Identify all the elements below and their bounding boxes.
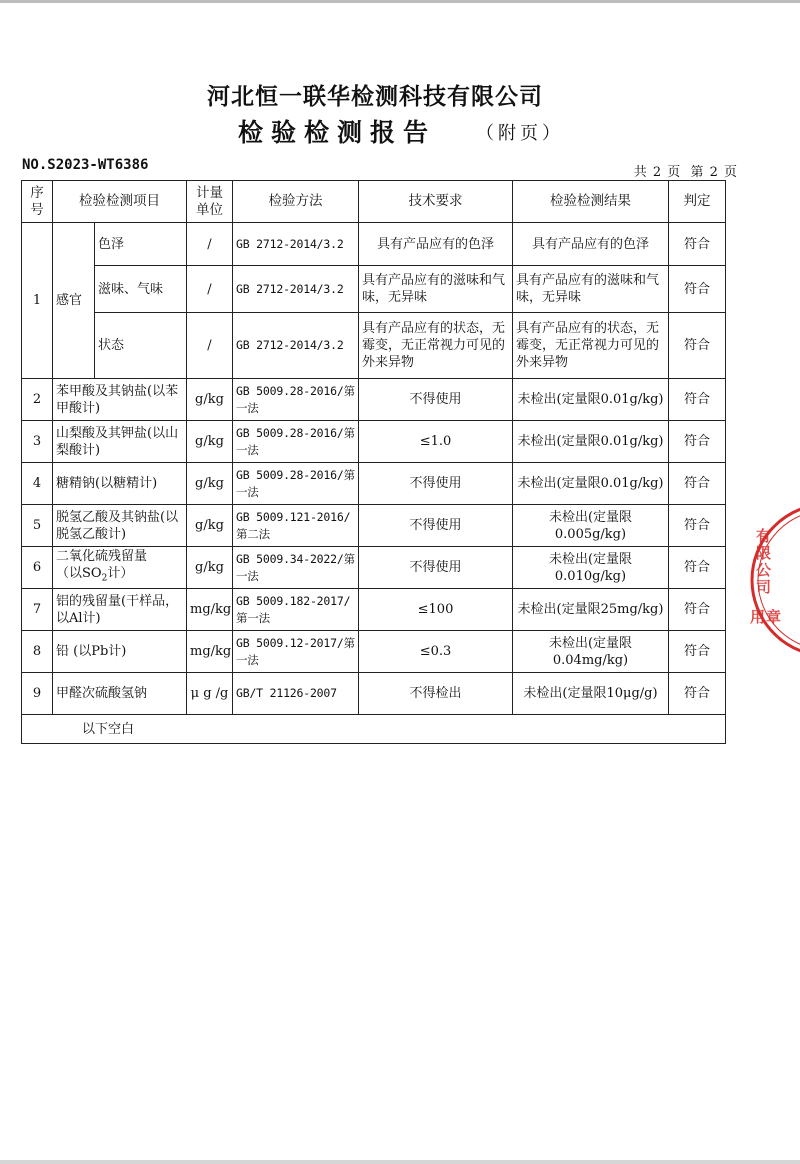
page-top-border [0,0,800,3]
row-seq: 5 [22,505,53,547]
header-verdict: 判定 [669,181,726,223]
row-item: 铅 (以Pb计) [53,631,187,673]
row-item: 脱氢乙酸及其钠盐(以脱氢乙酸计) [53,505,187,547]
row-requirement: 不得使用 [359,379,513,421]
row-method: GB 2712-2014/3.2 [233,266,359,313]
table-row [22,589,726,631]
table-row [22,631,726,673]
row-requirement: 具有产品应有的滋味和气味，无异味 [359,266,513,313]
row-unit: g/kg [187,547,233,589]
row-verdict: 符合 [669,589,726,631]
row-requirement: ≤100 [359,589,513,631]
row-item: 状态 [95,313,187,379]
row-verdict: 符合 [669,266,726,313]
row-method: GB 2712-2014/3.2 [233,223,359,266]
row-unit: / [187,266,233,313]
row-verdict: 符合 [669,547,726,589]
row-unit: mg/kg [187,631,233,673]
row-method: GB 5009.121-2016/第二法 [233,505,359,547]
row-verdict: 符合 [669,379,726,421]
sensory-group-label: 感官 [53,223,95,379]
header-item: 检验检测项目 [53,181,187,223]
table-row [22,673,726,715]
row-seq: 6 [22,547,53,589]
row-method: GB 5009.12-2017/第一法 [233,631,359,673]
table-row [22,223,726,266]
row-result: 具有产品应有的滋味和气味，无异味 [513,266,669,313]
row-verdict: 符合 [669,631,726,673]
row-unit: g/kg [187,379,233,421]
row-result: 未检出(定量限0.005g/kg) [513,505,669,547]
row-verdict: 符合 [669,505,726,547]
table-row [22,266,726,313]
row-item: 铝的残留量(干样品，以Al计) [53,589,187,631]
header-requirement: 技术要求 [359,181,513,223]
row-unit: mg/kg [187,589,233,631]
row-method: GB 5009.28-2016/第一法 [233,379,359,421]
row-verdict: 符合 [669,223,726,266]
row-unit: g/kg [187,463,233,505]
table-row [22,547,726,589]
row-verdict: 符合 [669,313,726,379]
row-seq: 1 [22,223,53,379]
report-title: 检验检测报告 [238,118,437,147]
row-method: GB 5009.34-2022/第一法 [233,547,359,589]
page-current: 第 2 页 [690,165,738,180]
table-row [22,505,726,547]
row-result: 未检出(定量限0.04mg/kg) [513,631,669,673]
row-item: 滋味、气味 [95,266,187,313]
row-method: GB/T 21126-2007 [233,673,359,715]
row-requirement: 具有产品应有的状态，无霉变，无正常视力可见的外来异物 [359,313,513,379]
row-verdict: 符合 [669,421,726,463]
table-row [22,463,726,505]
row-result: 未检出(定量限0.01g/kg) [513,463,669,505]
row-item-post: 计） [107,565,134,581]
row-requirement: 不得使用 [359,505,513,547]
row-result: 未检出(定量限0.01g/kg) [513,379,669,421]
blank-note-row [22,715,726,744]
blank-note: 以下空白 [22,715,726,744]
row-unit: / [187,313,233,379]
row-seq: 8 [22,631,53,673]
row-result: 未检出(定量限0.01g/kg) [513,421,669,463]
row-item: 甲醛次硫酸氢钠 [53,673,187,715]
row-item: 苯甲酸及其钠盐(以苯甲酸计) [53,379,187,421]
row-result: 未检出(定量限10μg/g) [513,673,669,715]
row-unit: g/kg [187,421,233,463]
row-seq: 9 [22,673,53,715]
row-item-main: 二氧化硫残留量 [56,548,148,564]
row-requirement: 不得使用 [359,463,513,505]
row-seq: 4 [22,463,53,505]
table-row [22,379,726,421]
row-item: 糖精钠(以糖精计) [53,463,187,505]
row-result: 未检出(定量限0.010g/kg) [513,547,669,589]
row-item-sub: 2 [101,573,108,584]
table-row [22,421,726,463]
seal-text-top: 有限公司 [756,527,772,596]
row-method: GB 5009.28-2016/第一法 [233,421,359,463]
row-seq: 2 [22,379,53,421]
row-requirement: 具有产品应有的色泽 [359,223,513,266]
row-requirement: 不得使用 [359,547,513,589]
row-method: GB 2712-2014/3.2 [233,313,359,379]
row-verdict: 符合 [669,463,726,505]
row-unit: g/kg [187,505,233,547]
row-result: 未检出(定量限25mg/kg) [513,589,669,631]
row-unit: / [187,223,233,266]
row-item: 山梨酸及其钾盐(以山梨酸计) [53,421,187,463]
report-number: NO.S2023-WT6386 [22,157,149,173]
row-item [53,547,187,589]
table-header-row [22,181,726,223]
row-method: GB 5009.28-2016/第一法 [233,463,359,505]
row-verdict: 符合 [669,673,726,715]
report-subtitle: （附页） [476,123,564,144]
row-result: 具有产品应有的状态，无霉变，无正常视力可见的外来异物 [513,313,669,379]
row-requirement: 不得检出 [359,673,513,715]
header-seq: 序号 [22,181,53,223]
row-result: 具有产品应有的色泽 [513,223,669,266]
row-seq: 3 [22,421,53,463]
header-unit: 计量单位 [187,181,233,223]
results-table [21,180,726,744]
header-method: 检验方法 [233,181,359,223]
row-requirement: ≤1.0 [359,421,513,463]
row-item-pre: （以SO [56,565,102,581]
page-bottom-border [0,1160,800,1164]
row-seq: 7 [22,589,53,631]
row-requirement: ≤0.3 [359,631,513,673]
row-method: GB 5009.182-2017/第一法 [233,589,359,631]
header-result: 检验检测结果 [513,181,669,223]
row-item: 色泽 [95,223,187,266]
page-total: 共 2 页 [633,165,682,180]
table-row [22,313,726,379]
page-info [630,161,738,180]
company-seal [748,500,800,660]
seal-text-bottom: 用章 [750,608,783,626]
company-name: 河北恒一联华检测科技有限公司 [207,84,543,110]
row-unit: μ g /g [187,673,233,715]
